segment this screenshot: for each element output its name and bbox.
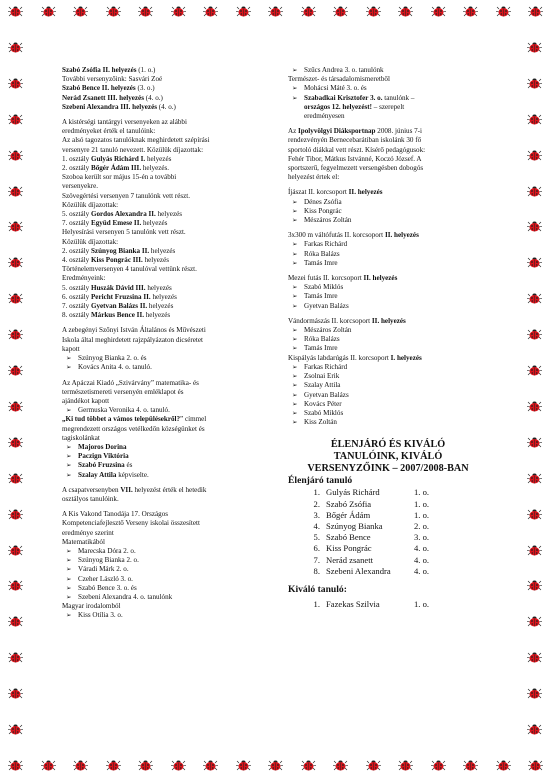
row-number: 7. (313, 554, 320, 565)
list-item: ➢ Kiss Pongrác (288, 207, 488, 216)
sportday-text (288, 164, 488, 173)
sportday-text (288, 127, 488, 136)
county-result-line-text: Szoboa került sor május 15-én a további (62, 173, 177, 182)
ladybug-icon (8, 580, 23, 591)
county-result-line-bold: Kiss Pongrác III. (90, 256, 143, 265)
ladybug-icon (236, 6, 251, 17)
list-item: ➢ Szúnyog Bianka 2. o. (62, 556, 276, 565)
ladybug-icon (398, 760, 413, 771)
list-item: ➢ Dénes Zsófia (288, 198, 488, 207)
student-class: 1. o. (414, 509, 430, 520)
suffix: képviselte. (116, 470, 149, 479)
county-result-line-text: helyezés (155, 210, 183, 219)
result-line-text: (4. o.) (143, 93, 163, 102)
county-result-line-bold: Szúnyog Bianka II. (90, 246, 150, 255)
sportday-text-text: sportszerű, fegyelmezett versengésben dobogós (288, 164, 424, 173)
table-row (306, 487, 429, 498)
ladybug-icon (106, 760, 121, 771)
county-result-line (62, 118, 276, 127)
ladybug-icon (527, 365, 542, 376)
event-name: 3x300 m váltófutás II. korcsoport (288, 231, 385, 240)
sportday-text-text: rendezvényén Bernecebarátiban iskolánk 30 fő (288, 136, 422, 145)
table-row (306, 566, 429, 577)
student-name: Fazekas Szilvia (326, 598, 380, 609)
list-item: ➢ Szűcs Andrea 3. o. tanulónk (288, 66, 488, 75)
list-item: ➢ Farkas Richárd (288, 240, 488, 249)
county-result-line-pre: 6. osztály (62, 292, 91, 301)
list-item: ➢ Róka Balázs (288, 335, 488, 344)
county-result-line-text: versenyekre. (62, 182, 99, 191)
list-item: ➢ Szúnyog Bianka 2. o. és (62, 354, 276, 363)
county-result-line-text: helyezés. (141, 164, 170, 173)
list-item: ➢ Szebeni Alexandra 4. o. tanulónk (62, 593, 276, 602)
ladybug-icon (398, 6, 413, 17)
ladybug-icon (333, 6, 348, 17)
national-result-bold: országos 12. helyezést! (304, 102, 372, 111)
quiz-text: megrendezett országos vetélkedőn községünket és (62, 424, 205, 433)
student-name: Majoros Dorina (78, 442, 127, 451)
result-line (62, 66, 276, 75)
team-result-line2: osztályos tanulóink. (62, 494, 119, 503)
list-item (288, 94, 488, 103)
kivalo-list (306, 599, 429, 610)
list-item: ➢ Róka Balázs (288, 250, 488, 259)
county-result-line (62, 302, 276, 311)
student-name: Szebeni Alexandra (326, 565, 391, 576)
ladybug-icon (8, 509, 23, 520)
student-name: Kiss Pongrác (326, 543, 372, 554)
list-item: ➢ Kovács Anita 4. o. tanuló. (62, 363, 276, 372)
ladybug-icon (203, 6, 218, 17)
county-result-line-pre: 5. osztály (62, 283, 91, 292)
table-row (306, 543, 429, 554)
sportday-text (288, 146, 488, 155)
row-number: 5. (313, 532, 320, 543)
county-result-line-text: helyezés (150, 292, 177, 301)
county-result-line (62, 136, 276, 145)
county-result-line (62, 238, 276, 247)
ladybug-icon (527, 473, 542, 484)
kisvakond-text: Kompetenciafejlesztő Verseny iskolai összesített (62, 519, 200, 528)
table-row (306, 555, 429, 566)
event-place: II. helyezés (363, 274, 398, 283)
sportday-text (288, 155, 488, 164)
subheading-kivalo: Kiváló tanuló: (288, 583, 347, 595)
drawing-contest-text: kapott (62, 344, 80, 353)
sportday-text (288, 173, 488, 182)
ladybug-icon (527, 401, 542, 412)
table-row (306, 532, 429, 543)
ladybug-icon (41, 6, 56, 17)
list-item: ➢ Zsolnai Erik (288, 372, 488, 381)
quiz-title-rest: ” címmel (180, 415, 207, 424)
event-name: Vándormászás II. korcsoport (288, 316, 372, 325)
ladybug-icon (527, 724, 542, 735)
result-line (62, 84, 276, 93)
ladybug-icon (8, 616, 23, 627)
student-name: Bőgér Ádám (326, 509, 371, 520)
ladybug-icon (527, 293, 542, 304)
county-result-line (62, 219, 276, 228)
result-line-bold: Szabó Bence II. helyezés (62, 84, 136, 93)
student-name: Szabó Zsófia (326, 498, 372, 509)
ladybug-icon (527, 329, 542, 340)
ladybug-icon (527, 257, 542, 268)
student-name: Gulyás Richárd (326, 487, 380, 498)
honours-heading (288, 439, 488, 475)
ladybug-icon (527, 221, 542, 232)
row-number: 1. (313, 487, 320, 498)
ladybug-icon (496, 760, 511, 771)
result-line (62, 75, 276, 84)
event-name: Íjászat II. korcsoport (288, 188, 349, 197)
row-number: 2. (313, 498, 320, 509)
event-name: Mezei futás II. korcsoport (288, 274, 364, 283)
ladybug-icon (527, 78, 542, 89)
ladybug-icon (527, 186, 542, 197)
county-result-line-text: Helyesírási versenyen 5 tanulónk vett részt. (62, 228, 186, 237)
county-result-line-bold: Gulyás Richárd I. (90, 154, 146, 163)
student-class: 1. o. (414, 487, 430, 498)
county-result-line-text: helyezés (141, 219, 168, 228)
sportday-text-text: 2008. június 7-i (375, 127, 423, 136)
county-result-line (62, 173, 276, 182)
heading-line: VERSENYZŐINK – 2007/2008-BAN (307, 463, 469, 475)
ladybug-icon (301, 760, 316, 771)
list-item: ➢ Mészáros Zoltán (288, 326, 488, 335)
ladybug-icon (171, 6, 186, 17)
event-title (288, 317, 488, 326)
ladybug-icon (8, 186, 23, 197)
ladybug-icon (333, 760, 348, 771)
result-line-text: (3. o.) (135, 84, 155, 93)
drawing-contest-text: A zebegényi Szőnyi István Általános és Művészeti (62, 326, 206, 335)
event-name: Kispályás labdarúgás II. korcsoport (288, 353, 391, 362)
row-number: 8. (313, 565, 320, 576)
ladybug-icon (106, 6, 121, 17)
county-result-line (62, 247, 276, 256)
ladybug-icon (528, 760, 543, 771)
student-name: Szabó Fruzsina (78, 461, 125, 470)
ladybug-icon (527, 545, 542, 556)
list-item (62, 461, 276, 470)
heading-line: TANULÓINK, KIVÁLÓ (333, 451, 443, 463)
ladybug-icon (8, 365, 23, 376)
list-item: ➢ Czeher László 3. o. (62, 575, 276, 584)
national-result-2: eredményesen (304, 112, 345, 121)
county-result-line (62, 274, 276, 283)
list-item (62, 443, 276, 452)
ladybug-icon (366, 760, 381, 771)
ladybug-icon (8, 473, 23, 484)
student-name: Szabadkai Krisztofer 3. o. (304, 93, 383, 102)
county-result-line (62, 265, 276, 274)
county-result-line-text: helyezés (145, 283, 172, 292)
result-line-text: (4. o.) (156, 102, 176, 111)
ladybug-icon (268, 760, 283, 771)
ladybug-icon (8, 42, 23, 53)
ladybug-icon (8, 652, 23, 663)
ladybug-icon (171, 760, 186, 771)
county-result-line (62, 284, 276, 293)
ladybug-icon (431, 760, 446, 771)
ladybug-icon (138, 760, 153, 771)
county-result-line-bold: Márkus Bence II. (90, 311, 144, 320)
list-item: ➢ Tamás Imre (288, 259, 488, 268)
ladybug-icon (8, 437, 23, 448)
county-result-line (62, 210, 276, 219)
county-result-line-text: Eredményeink: (62, 274, 106, 283)
county-result-line-bold: Gyetvan Balázs II. (90, 302, 148, 311)
table-row (306, 599, 429, 610)
event-title (288, 231, 488, 240)
county-result-line-text: A kistérségi tantárgyi versenyeken az alábbi (62, 118, 187, 127)
county-result-line (62, 155, 276, 164)
quiz-title (62, 415, 276, 424)
event-place: II. helyezés (348, 188, 383, 197)
ladybug-icon (8, 221, 23, 232)
sportday-text (288, 136, 488, 145)
event-place: I. helyezés (390, 353, 422, 362)
kisvakond-text: A Kis Vakond Tanodája 17. Országos (62, 510, 169, 519)
subheading-elenjaro: Élenjáró tanuló (288, 475, 353, 487)
ladybug-icon (8, 150, 23, 161)
kisvakond-text: eredménye szerint (62, 528, 114, 537)
elenjaro-list (306, 487, 429, 577)
county-result-line-bold: Pericht Fruzsina II. (90, 292, 151, 301)
county-result-line-pre: 7. osztály (62, 302, 91, 311)
county-result-line-text: Szövegértési versenyen 7 tanulónk vett részt. (62, 191, 191, 200)
list-item (62, 471, 276, 480)
student-name: Szúnyog Bianka (326, 520, 383, 531)
list-item: ➢ Gyetvan Balázs (288, 391, 488, 400)
table-row (306, 521, 429, 532)
ladybug-icon (236, 760, 251, 771)
county-result-line-text: Közülük díjazottak: (62, 237, 119, 246)
county-result-line (62, 228, 276, 237)
ladybug-icon (8, 545, 23, 556)
county-result-line-pre: 2. osztály (62, 246, 91, 255)
ladybug-icon (496, 6, 511, 17)
suffix: tanulónk – (382, 93, 415, 102)
ladybug-icon (463, 6, 478, 17)
county-result-line (62, 146, 276, 155)
kisvakond-text: Matematikából (62, 537, 105, 546)
ladybug-icon (463, 760, 478, 771)
county-result-line-text: Történelemversenyen 4 tanulóval vettünk részt. (62, 265, 197, 274)
result-line (62, 103, 276, 112)
list-item: ➢ Mohácsi Máté 3. o. és (288, 84, 488, 93)
county-result-line-text: eredményeket érték el tanulóink: (62, 127, 156, 136)
ladybug-icon (431, 6, 446, 17)
table-row (306, 510, 429, 521)
ladybug-icon (8, 78, 23, 89)
ladybug-icon (527, 42, 542, 53)
ladybug-icon (73, 760, 88, 771)
student-class: 2. o. (414, 520, 430, 531)
team-result-line: A csapatversenyben VII. helyezést érték el hetedik (62, 485, 207, 494)
county-result-line-pre: 4. osztály (62, 256, 91, 265)
county-result-line-pre: 1. osztály (62, 154, 91, 163)
ladybug-icon (527, 114, 542, 125)
ladybug-icon (366, 6, 381, 17)
county-result-line (62, 182, 276, 191)
ladybug-icon (8, 257, 23, 268)
county-result-line-text: helyezés (149, 246, 176, 255)
ladybug-icon (527, 509, 542, 520)
ladybug-icon (73, 6, 88, 17)
county-result-line-pre: 5. osztály (62, 210, 91, 219)
student-class: 3. o. (414, 532, 430, 543)
list-item: ➢ Germuska Veronika 4. o. tanuló. (62, 406, 276, 415)
row-number: 1. (313, 598, 320, 609)
event-place: II. helyezés (384, 231, 419, 240)
student-name: Paczign Viktória (78, 452, 129, 461)
suffix: és (124, 461, 133, 470)
event-title (288, 354, 488, 363)
list-item: ➢ Mészáros Zoltán (288, 216, 488, 225)
sportday-text-text: helyezést értek el: (288, 173, 340, 182)
ladybug-icon (527, 580, 542, 591)
student-class: 1. o. (414, 498, 430, 509)
list-item: ➢ Kiss Zoltán (288, 418, 488, 427)
student-class: 4. o. (414, 543, 430, 554)
list-item: ➢ Gyetvan Balázs (288, 302, 488, 311)
student-class: 4. o. (414, 554, 430, 565)
ladybug-icon (8, 688, 23, 699)
ladybug-icon (527, 616, 542, 627)
county-result-line-text: versenyre 21 tanuló nevezett. Közülük díjazottak: (62, 145, 204, 154)
result-line (62, 94, 276, 103)
ladybug-icon (8, 114, 23, 125)
county-result-line-text: helyezés (145, 154, 172, 163)
result-line-bold: Szabó Zsófia II. helyezés (62, 66, 137, 74)
sportday-text-pre: Az (288, 127, 299, 136)
ladybug-icon (8, 293, 23, 304)
list-item: ➢ Szabó Miklós (288, 283, 488, 292)
list-item: ➢ Farkas Richárd (288, 363, 488, 372)
ladybug-icon (41, 760, 56, 771)
ladybug-icon (8, 401, 23, 412)
result-line-bold: Nerád Zsanett III. helyezés (62, 93, 144, 102)
sportday-text-bold: Ipolyvölgyi Diáksportnap (298, 127, 376, 136)
apaczai-text: Az Apáczai Kiadó „Szivárvány” matematika- és (62, 378, 199, 387)
student-name: Szabó Bence (326, 532, 371, 543)
student-class: 4. o. (414, 565, 430, 576)
list-item: ➢ Szabó Bence 3. o. és (62, 584, 276, 593)
county-result-line-text: helyezés (142, 256, 169, 265)
apaczai-text: ajándékot kapott (62, 396, 110, 405)
ladybug-icon (527, 688, 542, 699)
event-title (288, 188, 488, 197)
ladybug-icon (138, 6, 153, 17)
county-result-line-pre: 8. osztály (62, 311, 91, 320)
list-item: ➢ Váradi Márk 2. o. (62, 565, 276, 574)
ladybug-icon (8, 329, 23, 340)
county-result-line (62, 127, 276, 136)
drawing-contest-text: Iskola által meghirdetett rajzpályázaton dicséretet (62, 335, 204, 344)
apaczai-text: természetismereti versenyén emléklapot és (62, 387, 184, 396)
county-result-line (62, 256, 276, 265)
county-result-line-bold: Gordos Alexandra II. (90, 210, 156, 219)
table-row (306, 499, 429, 510)
list-item: ➢ Szalay Attila (288, 381, 488, 390)
county-result-line-bold: Együd Emese II. (90, 219, 142, 228)
quiz-text: tagiskolánkat (62, 433, 100, 442)
county-result-line-text: Közülük díjazottak: (62, 200, 119, 209)
county-result-line-pre: 2. osztály (62, 164, 91, 173)
sportday-text-text: Fehér Tibor, Mátkus Istvánné, Koczó József. A (288, 154, 422, 163)
list-item: ➢ Marecska Dóra 2. o. (62, 547, 276, 556)
list-item: ➢ Szabó Miklós (288, 409, 488, 418)
national-result-rest: – szerepelt (371, 102, 405, 111)
student-class: 1. o. (414, 598, 430, 609)
result-line-bold: Szebeni Alexandra III. helyezés (62, 102, 157, 111)
row-number: 4. (313, 520, 320, 531)
list-item: ➢ Tamás Imre (288, 344, 488, 353)
ladybug-icon (8, 6, 23, 17)
county-result-line-bold: Huszák Dávid III. (90, 283, 146, 292)
ladybug-icon (527, 652, 542, 663)
result-line-text: (1. o.) (136, 66, 156, 74)
ladybug-icon (528, 6, 543, 17)
right-column (288, 66, 488, 610)
ladybug-icon (8, 760, 23, 771)
county-result-line (62, 311, 276, 320)
county-result-line (62, 192, 276, 201)
row-number: 6. (313, 543, 320, 554)
event-place: II. helyezés (371, 316, 406, 325)
ladybug-icon (8, 724, 23, 735)
subject-label: Magyar irodalomból (62, 602, 121, 611)
county-result-line-text: helyezés (147, 302, 174, 311)
sportday-text-text: sportoló diákkal vett részt. Kísérő pedagógusok: (288, 145, 426, 154)
list-item: ➢ Kovács Péter (288, 400, 488, 409)
county-result-line (62, 164, 276, 173)
ladybug-icon (527, 437, 542, 448)
heading-line: ÉLENJÁRÓ ÉS KIVÁLÓ (330, 439, 446, 451)
county-result-line (62, 201, 276, 210)
result-line-text: További versenyzőink: Sasvári Zoé (62, 75, 163, 84)
county-result-line-text: Az alsó tagozatos tanulóknak meghirdetett szépírási (62, 136, 210, 145)
quiz-title-bold: „Ki tud többet a vámos településekről? (62, 415, 181, 424)
county-result-line-pre: 7. osztály (62, 219, 91, 228)
ladybug-icon (203, 760, 218, 771)
left-column (62, 66, 276, 621)
list-item (62, 452, 276, 461)
ladybug-icon (527, 150, 542, 161)
student-name: Nerád zsanett (326, 554, 374, 565)
list-item: ➢ Kiss Otília 3. o. (62, 611, 276, 620)
student-name: Szalay Attila (78, 470, 117, 479)
county-result-line-text: helyezés (143, 311, 171, 320)
national-result (288, 103, 488, 112)
ladybug-icon (301, 6, 316, 17)
list-item: ➢ Tamás Imre (288, 292, 488, 301)
row-number: 3. (313, 509, 320, 520)
ladybug-icon (268, 6, 283, 17)
subject-label: Természet- és társadalomismeretből (288, 75, 390, 84)
county-result-line-bold: Bőgér Ádám III. (90, 164, 142, 173)
county-result-line (62, 293, 276, 302)
event-title (288, 274, 488, 283)
